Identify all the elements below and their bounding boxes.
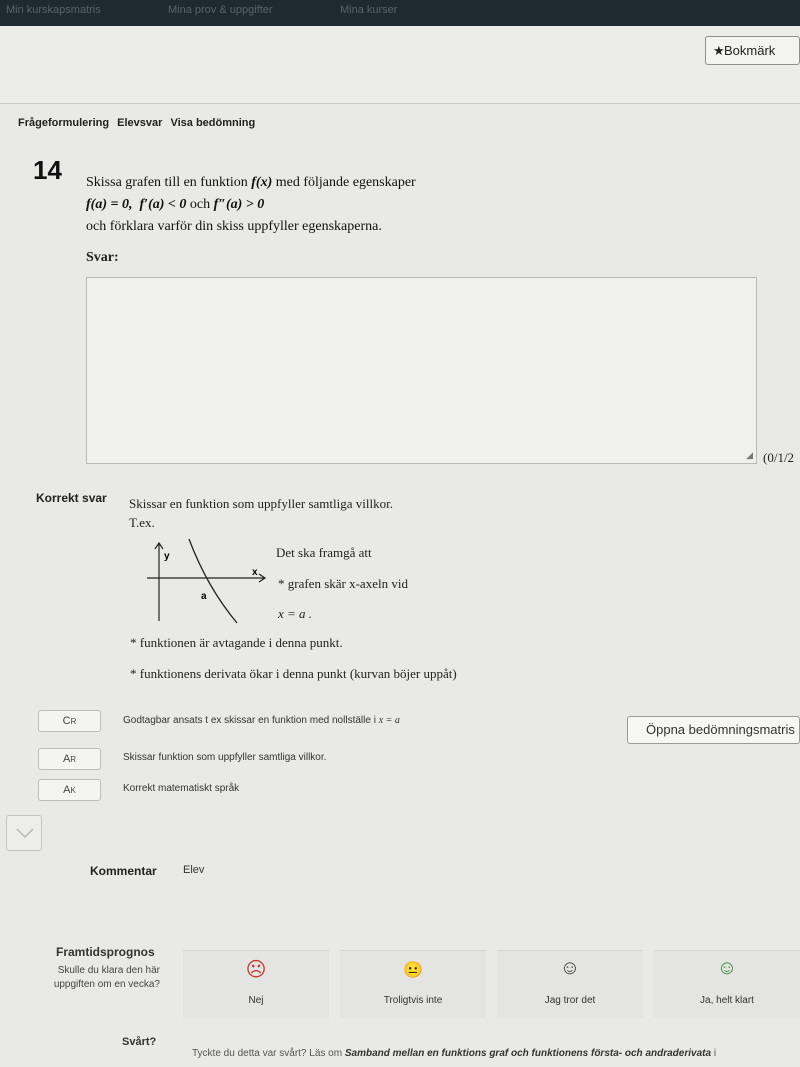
- note-line-1: Det ska framgå att: [276, 545, 372, 560]
- neutral-face-icon: 😐: [403, 962, 423, 979]
- criterion-text-ak: Korrekt matematiskt språk: [123, 783, 240, 794]
- difficulty-label: Svårt?: [122, 1036, 157, 1048]
- page-header: [0, 26, 800, 104]
- function-curve: [189, 539, 237, 623]
- tab-show-assessment[interactable]: Visa bedömning: [170, 117, 256, 129]
- tab-item[interactable]: Min kurskapsmatris: [6, 4, 101, 16]
- browser-tab-bar: [0, 0, 800, 26]
- question-number: 14: [33, 155, 62, 185]
- prognosis-question: Skulle du klara den här uppgiften om en vecka?: [53, 965, 160, 990]
- prognosis-option-no[interactable]: [183, 950, 329, 1018]
- happy-face-icon: ☺: [716, 957, 738, 979]
- example-graph: [145, 537, 275, 627]
- prognosis-option-label: Troligtvis inte: [383, 995, 443, 1006]
- difficulty-link[interactable]: Samband mellan en funktions graf och funktionens första- och andraderivata: [344, 1048, 712, 1059]
- criterion-button-cr[interactable]: CR: [38, 710, 101, 732]
- answer-textarea[interactable]: [86, 277, 757, 464]
- question-line-3: och förklara varför din skiss uppfyller egenskaperna.: [86, 219, 382, 234]
- question-subnav: [18, 117, 260, 129]
- star-icon: ★: [713, 43, 725, 58]
- note-line-2: * grafen skär x-axeln vid: [278, 576, 408, 591]
- prognosis-option-definitely[interactable]: [654, 950, 800, 1018]
- prognosis-option-label: Ja, helt klart: [700, 995, 754, 1006]
- comment-label: Kommentar: [90, 864, 157, 878]
- prognosis-title: Framtidsprognos: [56, 945, 155, 959]
- open-matrix-button[interactable]: Öppna bedömningsmatris: [627, 716, 800, 744]
- x-axis-label: x: [252, 567, 258, 578]
- points-indicator: (0/1/2: [763, 450, 795, 465]
- criterion-text-cr: Godtagbar ansats t ex skissar en funktion med nollställe i x = a: [123, 715, 400, 726]
- question-line-1: Skissa grafen till en funktion f(x) med följande egenskaper: [86, 175, 416, 190]
- correct-answer-line-1: Skissar en funktion som uppfyller samtliga villkor.: [129, 496, 393, 511]
- smile-face-icon: ☺: [559, 957, 581, 979]
- criterion-button-ar[interactable]: AR: [38, 748, 101, 770]
- criterion-button-ak[interactable]: AK: [38, 779, 101, 801]
- expand-button[interactable]: [6, 815, 42, 851]
- prognosis-option-label: Jag tror det: [544, 995, 596, 1006]
- sad-face-icon: ☹: [245, 959, 267, 981]
- bullet-1: * funktionen är avtagande i denna punkt.: [130, 635, 343, 650]
- criterion-text-ar: Skissar funktion som uppfyller samtliga villkor.: [123, 752, 327, 763]
- note-line-3: x = a .: [278, 606, 313, 621]
- resize-handle-icon[interactable]: ◢: [746, 450, 753, 460]
- correct-answer-line-2: T.ex.: [129, 515, 155, 530]
- point-a-label: a: [201, 591, 207, 602]
- bullet-2: * funktionens derivata ökar i denna punkt (kurvan böjer uppåt): [130, 666, 457, 681]
- chevron-down-icon: [15, 826, 35, 840]
- bookmark-button[interactable]: [705, 36, 800, 65]
- tab-item[interactable]: Mina prov & uppgifter: [168, 4, 273, 16]
- tab-student-answer[interactable]: Elevsvar: [117, 117, 163, 129]
- prognosis-option-label: Nej: [248, 995, 264, 1006]
- tab-item[interactable]: Mina kurser: [340, 4, 398, 16]
- tab-question-formulation[interactable]: Frågeformulering: [18, 117, 110, 129]
- answer-label: Svar:: [86, 250, 119, 265]
- prognosis-option-probably-not[interactable]: [340, 950, 486, 1018]
- comment-author: Elev: [183, 864, 205, 876]
- prognosis-option-think-so[interactable]: [497, 950, 643, 1018]
- bookmark-label: Bokmärk: [724, 43, 776, 58]
- question-line-2: f(a) = 0, f′(a) < 0 och f″(a) > 0: [86, 197, 265, 212]
- correct-answer-label: Korrekt svar: [36, 491, 107, 505]
- y-axis-label: y: [164, 551, 170, 562]
- difficulty-text: Tyckte du detta var svårt? Läs om Samband mellan en funktions graf och funktionens första- och andraderivata i: [192, 1048, 717, 1059]
